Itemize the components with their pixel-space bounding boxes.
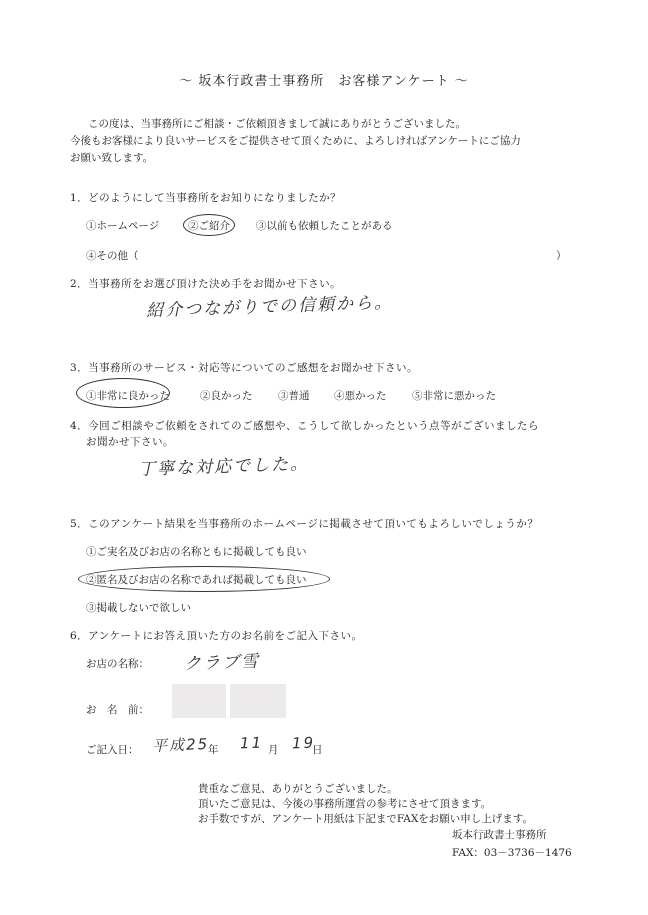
- question-3: 3．当事務所のサービス・対応等についてのご感想をお聞かせ下さい。: [70, 362, 418, 374]
- selection-circle: [76, 378, 170, 408]
- footer-message: [198, 782, 533, 827]
- q1-option-referral: ②ご紹介: [188, 220, 230, 232]
- customer-name-label: お 名 前：: [86, 704, 149, 716]
- q5-option-3: ③掲載しないで欲しい: [86, 602, 191, 614]
- footer-line: 貴重なご意見、ありがとうございました。: [198, 783, 398, 795]
- intro-line: お願い致します。: [70, 152, 154, 164]
- selection-circle: [78, 566, 330, 592]
- question-4-line2: お聞かせ下さい。: [86, 436, 174, 448]
- redacted-block: [172, 684, 226, 718]
- page-title: ～ 坂本行政書士事務所 お客様アンケート ～: [179, 74, 469, 89]
- q3-option-4: ④悪かった: [334, 390, 387, 402]
- date-year-unit: 年: [208, 744, 219, 756]
- q5-option-1: ①ご実名及びお店の名称ともに掲載しても良い: [86, 546, 307, 558]
- date-day-value: 19: [291, 733, 316, 753]
- q4-handwritten-answer: 丁寧な対応でした。: [137, 454, 310, 480]
- intro-line: 今後もお客様により良いサービスをご提供させて頂くために、よろしければアンケートにご協力: [70, 135, 521, 147]
- footer-line: 頂いたご意見は、今後の事務所運営の参考にさせて頂きます。: [198, 798, 492, 810]
- shop-name-label: お店の名称：: [86, 658, 149, 670]
- office-name: 坂本行政書士事務所: [452, 829, 547, 841]
- q1-option-other: ④その他（: [86, 250, 139, 262]
- question-4: 4．今回ご相談やご依頼をされてのご感想や、こうして欲しかったという点等がございましたら: [70, 420, 539, 432]
- date-day-unit: 日: [312, 744, 323, 756]
- q3-option-3: ③普通: [278, 390, 310, 402]
- q1-option-homepage: ①ホームページ: [86, 220, 160, 232]
- redacted-block: [230, 684, 286, 718]
- question-6: 6．アンケートにお答え頂いた方のお名前をご記入下さい。: [70, 630, 363, 642]
- q5-option-2: ②匿名及びお店の名称であれば掲載しても良い: [86, 574, 307, 586]
- date-era-value: 平成25: [151, 735, 210, 755]
- q2-handwritten-answer: 紹介つながりでの信頼から。: [145, 292, 394, 322]
- date-label: ご記入日：: [86, 744, 139, 756]
- q3-option-5: ⑤非常に悪かった: [412, 390, 496, 402]
- intro-line: この度は、当事務所にご相談・ご依頼頂きまして誠にありがとうございました。: [88, 118, 466, 130]
- date-month-unit: 月: [268, 744, 279, 756]
- q1-other-close: ）: [556, 250, 567, 262]
- selection-circle: [183, 214, 235, 236]
- office-fax: FAX：03－3736－1476: [452, 847, 572, 859]
- footer-line: お手数ですが、アンケート用紙は下記までFAXをお願い申し上げます。: [198, 813, 533, 825]
- date-month-value: 11: [239, 733, 264, 753]
- q3-option-2: ②良かった: [200, 390, 253, 402]
- intro-text: [70, 116, 521, 167]
- question-2: 2．当事務所をお選び頂けた決め手をお聞かせ下さい。: [70, 278, 342, 290]
- shop-name-value: クラブ雪: [183, 651, 261, 675]
- q3-option-1: ①非常に良かった: [86, 390, 170, 402]
- question-5: 5．このアンケート結果を当事務所のホームページに掲載させて頂いてもよろしいでしょうか？: [70, 518, 539, 530]
- q1-option-previous: ③以前も依頼したことがある: [256, 220, 393, 232]
- question-1: 1．どのようにして当事務所をお知りになりましたか？: [70, 192, 342, 204]
